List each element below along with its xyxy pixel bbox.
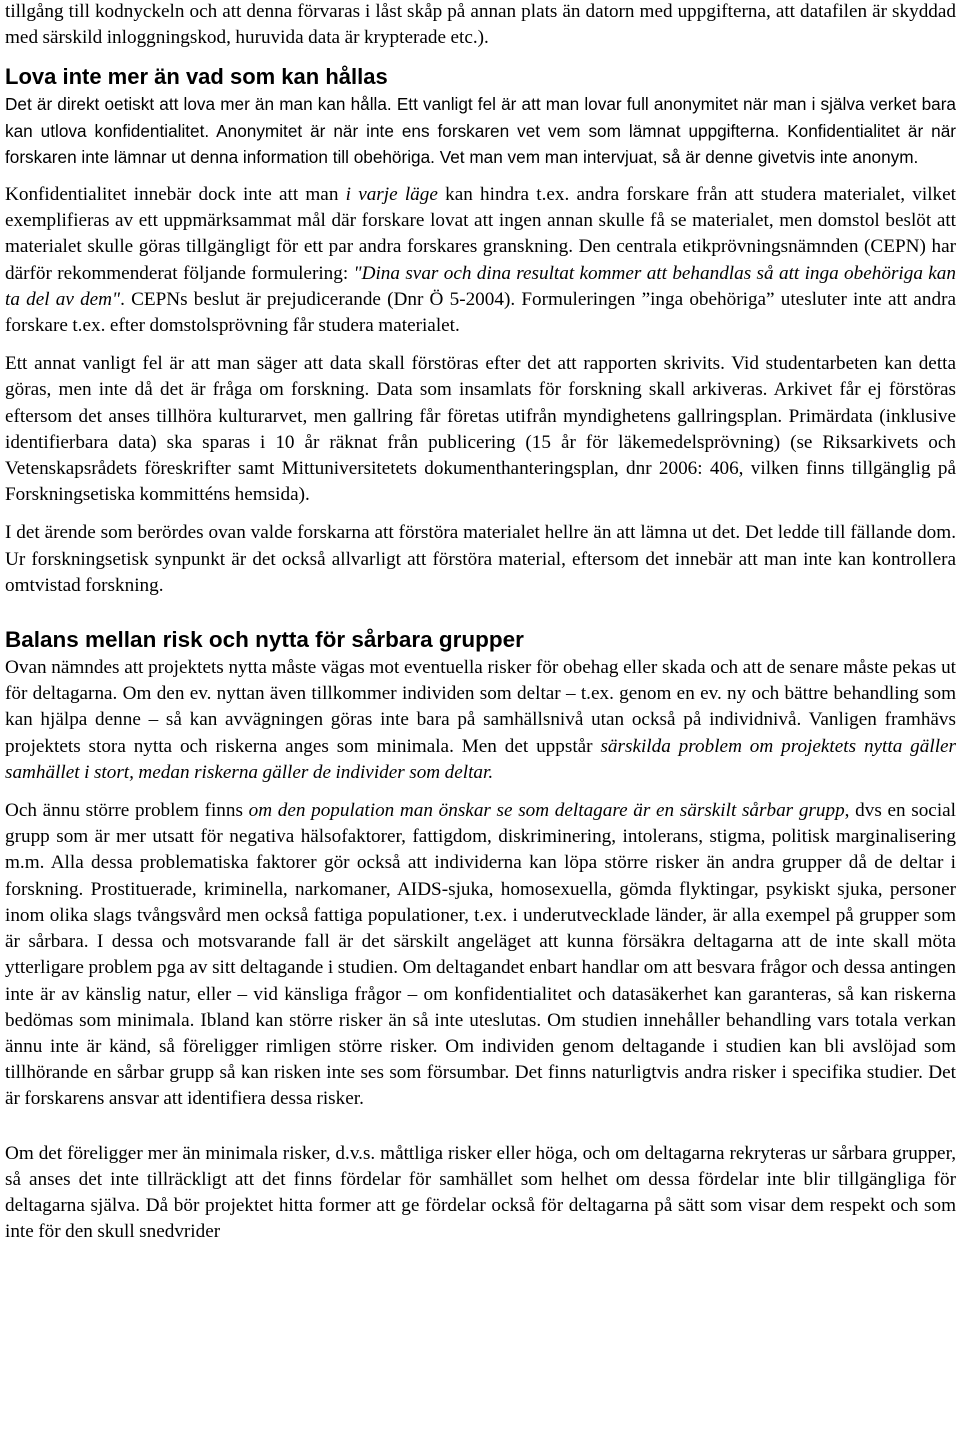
text-run: Ovan nämndes att projektets nytta måste vägas mot eventuella risker för obehag eller skada och att de senare måste pekas ut för deltagarna. Om den ev. nyttan även tillkommer individen som deltar – t.ex. genom en ev. ny och bättre behandling som kan hjälpa denne – så kan avvägningen göras inte bara på samhällsnivå utan också på individnivå. Vanligen framhävs projektets stora nytta och riskerna anges som minimala. Men det uppstår [5, 657, 956, 757]
paragraph-confidentiality [5, 182, 956, 339]
text-run: Konfidentialitet innebär dock inte att man [5, 184, 346, 206]
paragraph-anonymity: Det är direkt oetiskt att lova mer än man kan hålla. Ett vanligt fel är att man lovar full anonymitet när man i själva verket bara kan utlova konfidentialitet. Anonymitet är när inte ens forskaren vet vem som lämnat uppgifterna. Konfidentialitet är när forskaren inte lämnar ut denna information till obehöriga. Vet man vem man intervjuat, så är denne givetvis inte anonym. [5, 94, 956, 167]
italic-emphasis: i varje läge [345, 184, 438, 206]
text-run: Och ännu större problem finns [5, 800, 249, 822]
text-run: kan hindra t.ex. andra forskare från att studera materialet, vilket exemplifieras av ett uppmärksammat mål där forskare lovat att ingen annan skulle få se materialet, men domstol beslöt att materialet skulle göras tillgängligt för ett par andra forskares granskning. Den centrala etikprövningsnämnden (CEPN) har därför rekommenderat följande formulering: [5, 184, 956, 284]
paragraph-moderate-risks: Om det föreligger mer än minimala risker, d.v.s. måttliga risker eller höga, och om deltagarna rekryteras ur sårbara grupper, så anses det inte tillräckligt att det finns fördelar för samhället som helhet om dessa fördelar inte blir tillgängliga för deltagarna själva. Då bör projektet hitta former att ge fördelar också för deltagarna på sätt som visar dem respekt och som inte för den skull snedvrider [5, 1142, 956, 1243]
carryover-paragraph: tillgång till kodnyckeln och att denna förvaras i låst skåp på annan plats än datorn med uppgifterna, att datafilen är skyddad med särskild inloggningskod, huruvida data är krypterade etc.). [5, 1, 956, 49]
paragraph-vulnerable-population [5, 798, 956, 1112]
paragraph-destroyed-material: I det ärende som berördes ovan valde forskarna att förstöra materialet hellre än att lämna ut det. Det ledde till fällande dom. Ur forskningsetisk synpunkt är det också allvarligt att förstöra material, eftersom det innebär att man inte kan kontrollera omtvistad forskning. [5, 522, 956, 596]
paragraph-data-archiving: Ett annat vanligt fel är att man säger att data skall förstöras efter det att rapporten skrivits. Vid studentarbeten kan detta göras, men inte då det är fråga om forskning. Data som insamlats för forskning skall arkiveras. Arkivet får ej förstöras eftersom det anses tillhöra kulturarvet, men gallring får företas utifrån myndighetens gallringsplan. Primärdata (inklusive identifierbara data) ska sparas i 10 år räknat från publicering (15 år för läkemedelsprövning) (se Riksarkivets och Vetenskapsrådets föreskrifter samt Mittuniversitetets dokumenthanteringsplan, dnr 2006: 406, vilken finns tillgänglig på Forskningsetiska kommitténs hemsida). [5, 353, 956, 506]
section-heading-promises: Lova inte mer än vad som kan hållas [5, 64, 388, 90]
italic-quote: "Dina svar och dina resultat kommer att behandlas så att inga obehöriga kan ta del av dem" [5, 262, 956, 310]
section-heading-vulnerable-groups: Balans mellan risk och nytta för sårbara grupper [5, 627, 524, 653]
text-run: , dvs en social grupp som är mer utsatt för negativa hälsofaktorer, fattigdom, diskriminering, intolerans, stigma, politisk marginalisering m.m. Alla dessa problematiska faktorer gör också att individerna kan löpa större risker än andra grupper då de deltar i forskning. Prostituerade, kriminella, narkomaner, AIDS-sjuka, homosexuella, gömda flyktingar, psykiskt sjuka, personer inom olika slags tvångsvård men också fattiga populationer, t.ex. i underutvecklade länder, är alla exempel på grupper som är sårbara. I dessa och motsvarande fall är det särskilt angeläget att kunna försäkra deltagarna att de inte skall möta ytterligare problem pga av sitt deltagande i studien. Om deltagandet enbart handlar om att besvara frågor och dessa antingen inte är av känslig natur, eller – vid känsliga frågor – om konfidentialitet och datasäkerhet kan garanteras, så kan riskerna bedömas som minimala. Ibland kan större risker än så inte uteslutas. Om studien innehåller behandling vars totala verkan ännu inte är känd, så föreligger rimligen större risker. Om individen genom deltagande i studien kan bli avslöjad som tillhörande en sårbar grupp så kan risken inte ses som försumbar. Det finns naturligtvis andra risker i specifika studier. Det är forskarens ansvar att identifiera dessa risker. [5, 800, 956, 1110]
italic-emphasis: om den population man önskar se som deltagare är en särskilt sårbar grupp [248, 800, 845, 822]
text-run: . CEPNs beslut är prejudicerande (Dnr Ö 5-2004). Formuleringen ”inga obehöriga” utesluter inte att andra forskare t.ex. efter domstolsprövning får studera materialet. [5, 288, 956, 337]
paragraph-risk-benefit [5, 655, 956, 786]
italic-emphasis: särskilda problem om projektets nytta gäller samhället i stort, medan riskerna gäller de individer som deltar. [5, 735, 957, 783]
